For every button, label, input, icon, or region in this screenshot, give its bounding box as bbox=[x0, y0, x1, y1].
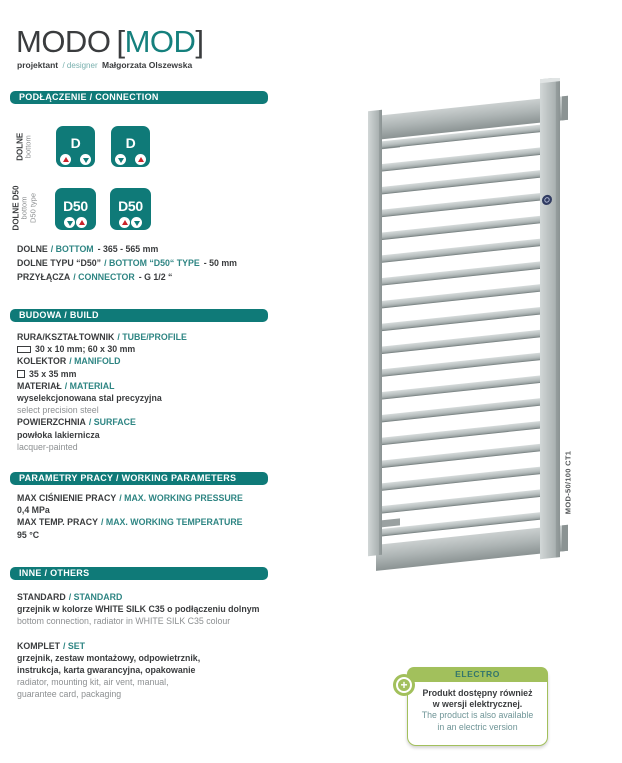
tile-label: D50 bbox=[63, 198, 88, 214]
desc-line-en: guarantee card, packaging bbox=[17, 689, 122, 700]
manifold-icon bbox=[17, 370, 25, 378]
value-line: 35 x 35 mm bbox=[17, 368, 187, 380]
model-code-label: MOD-50/100 CT1 bbox=[563, 450, 573, 515]
flow-up-icon bbox=[122, 220, 128, 225]
radiator-rungs bbox=[380, 124, 542, 536]
heading-line: MAX TEMP. PRACY / MAX. WORKING TEMPERATURE bbox=[17, 517, 243, 528]
collector-end-cap bbox=[562, 96, 568, 121]
flow-down-icon bbox=[83, 158, 89, 163]
desc-line-en: radiator, mounting kit, air vent, manual, bbox=[17, 677, 169, 688]
desc-line-pl: grzejnik w kolorze WHITE SILK C35 o podłączeniu dolnym bbox=[17, 604, 260, 615]
value-line: 0,4 MPa bbox=[17, 505, 50, 516]
desc-line-pl: instrukcja, karta gwarancyjna, opakowanie bbox=[17, 665, 196, 676]
radiator-render bbox=[356, 78, 576, 583]
right-rail bbox=[540, 78, 560, 559]
others-content bbox=[17, 591, 259, 701]
row-label-en: D50 type bbox=[27, 192, 37, 224]
left-rail bbox=[368, 110, 382, 556]
designer-label-pl: projektant bbox=[17, 60, 59, 70]
spec-line: DOLNE TYPU “D50” / BOTTOM “D50“ TYPE - 50 mm bbox=[17, 257, 237, 268]
tile-label: D bbox=[70, 135, 81, 151]
section-header-parameters: PARAMETRY PRACY / WORKING PARAMETERS bbox=[10, 472, 268, 485]
flow-down-icon bbox=[67, 221, 73, 226]
desc-line-pl: grzejnik, zestaw montażowy, odpowietrznik, bbox=[17, 652, 201, 663]
port-circle bbox=[135, 154, 146, 165]
electro-text-en: in an electric version bbox=[437, 721, 518, 732]
heading-line: KOMPLET / SET bbox=[17, 640, 86, 651]
port-circle bbox=[131, 217, 142, 228]
row-label-en: bottom bbox=[19, 196, 28, 220]
port-circle bbox=[115, 154, 126, 165]
electro-text-pl: Produkt dostępny również bbox=[422, 688, 533, 698]
heading-line: POWIERZCHNIA / SURFACE bbox=[17, 417, 136, 428]
connection-row-label-d50 bbox=[0, 187, 48, 229]
port-circle bbox=[76, 217, 87, 228]
page-title bbox=[16, 24, 204, 60]
title-model: MOD bbox=[124, 24, 196, 59]
tube-profile-icon bbox=[17, 346, 31, 353]
heading-line: RURA/KSZTAŁTOWNIK / TUBE/PROFILE bbox=[17, 332, 187, 342]
desc-line-en: lacquer-painted bbox=[17, 441, 78, 452]
tile-label: D bbox=[125, 135, 136, 151]
section-header-others: INNE / OTHERS bbox=[10, 567, 268, 580]
build-content bbox=[17, 331, 187, 453]
electro-body bbox=[408, 682, 547, 733]
desc-line-pl: wyselekcjonowana stal precyzyjna bbox=[17, 393, 162, 404]
tile-label: D50 bbox=[118, 198, 143, 214]
title-bracket-open: [ bbox=[116, 24, 125, 59]
designer-label-en: / designer bbox=[62, 61, 98, 70]
row-label-en: bottom bbox=[23, 135, 33, 158]
port-circle bbox=[64, 217, 75, 228]
desc-line-pl: powłoka lakiernicza bbox=[17, 429, 100, 440]
connection-specs bbox=[17, 243, 237, 284]
electro-text-pl: w wersji elektrycznej. bbox=[432, 699, 523, 710]
title-main: MODO bbox=[16, 24, 111, 59]
connection-tile-d-1 bbox=[56, 126, 95, 167]
section-header-connection: PODŁĄCZENIE / CONNECTION bbox=[10, 91, 268, 104]
flow-down-icon bbox=[134, 221, 140, 226]
designer-line bbox=[17, 60, 192, 70]
wall-bracket bbox=[380, 518, 400, 527]
heading-line: MATERIAŁ / MATERIAL bbox=[17, 380, 115, 391]
flow-down-icon bbox=[118, 158, 124, 163]
heading-line: STANDARD / STANDARD bbox=[17, 592, 123, 602]
heading-line: KOLEKTOR / MANIFOLD bbox=[17, 356, 121, 367]
designer-name: Małgorzata Olszewska bbox=[101, 60, 193, 70]
connection-row-label-bottom bbox=[2, 126, 46, 167]
electro-box bbox=[407, 667, 548, 746]
connection-tile-d50-1 bbox=[55, 188, 96, 230]
desc-line-en: select precision steel bbox=[17, 405, 99, 416]
section-header-build: BUDOWA / BUILD bbox=[10, 309, 268, 322]
flow-up-icon bbox=[79, 220, 85, 225]
flow-up-icon bbox=[63, 157, 69, 162]
port-circle bbox=[80, 154, 91, 165]
plus-icon: + bbox=[396, 677, 412, 693]
row-label-pl: DOLNE D50 bbox=[11, 185, 20, 231]
collector-end-cap bbox=[562, 525, 568, 552]
port-circle bbox=[60, 154, 71, 165]
electro-header: ELECTRO bbox=[407, 667, 548, 682]
connection-tile-d-2 bbox=[111, 126, 150, 167]
value-line: 95 °C bbox=[17, 529, 40, 540]
value-line: 30 x 10 mm; 60 x 30 mm bbox=[17, 343, 187, 355]
spacer bbox=[17, 628, 259, 640]
electro-text-en: The product is also available bbox=[421, 710, 534, 721]
spec-line: PRZYŁĄCZA / CONNECTOR - G 1/2 “ bbox=[17, 271, 173, 282]
connection-tile-d50-2 bbox=[110, 188, 151, 230]
spec-line: DOLNE / BOTTOM - 365 - 565 mm bbox=[17, 244, 159, 254]
flow-up-icon bbox=[138, 157, 144, 162]
desc-line-en: bottom connection, radiator in WHITE SILK C35 colour bbox=[17, 616, 231, 627]
heading-line: MAX CIŚNIENIE PRACY / MAX. WORKING PRESSURE bbox=[17, 493, 243, 503]
parameters-content bbox=[17, 492, 243, 541]
title-bracket-close: ] bbox=[195, 24, 204, 59]
port-circle bbox=[119, 217, 130, 228]
row-label-pl: DOLNE bbox=[15, 132, 25, 161]
